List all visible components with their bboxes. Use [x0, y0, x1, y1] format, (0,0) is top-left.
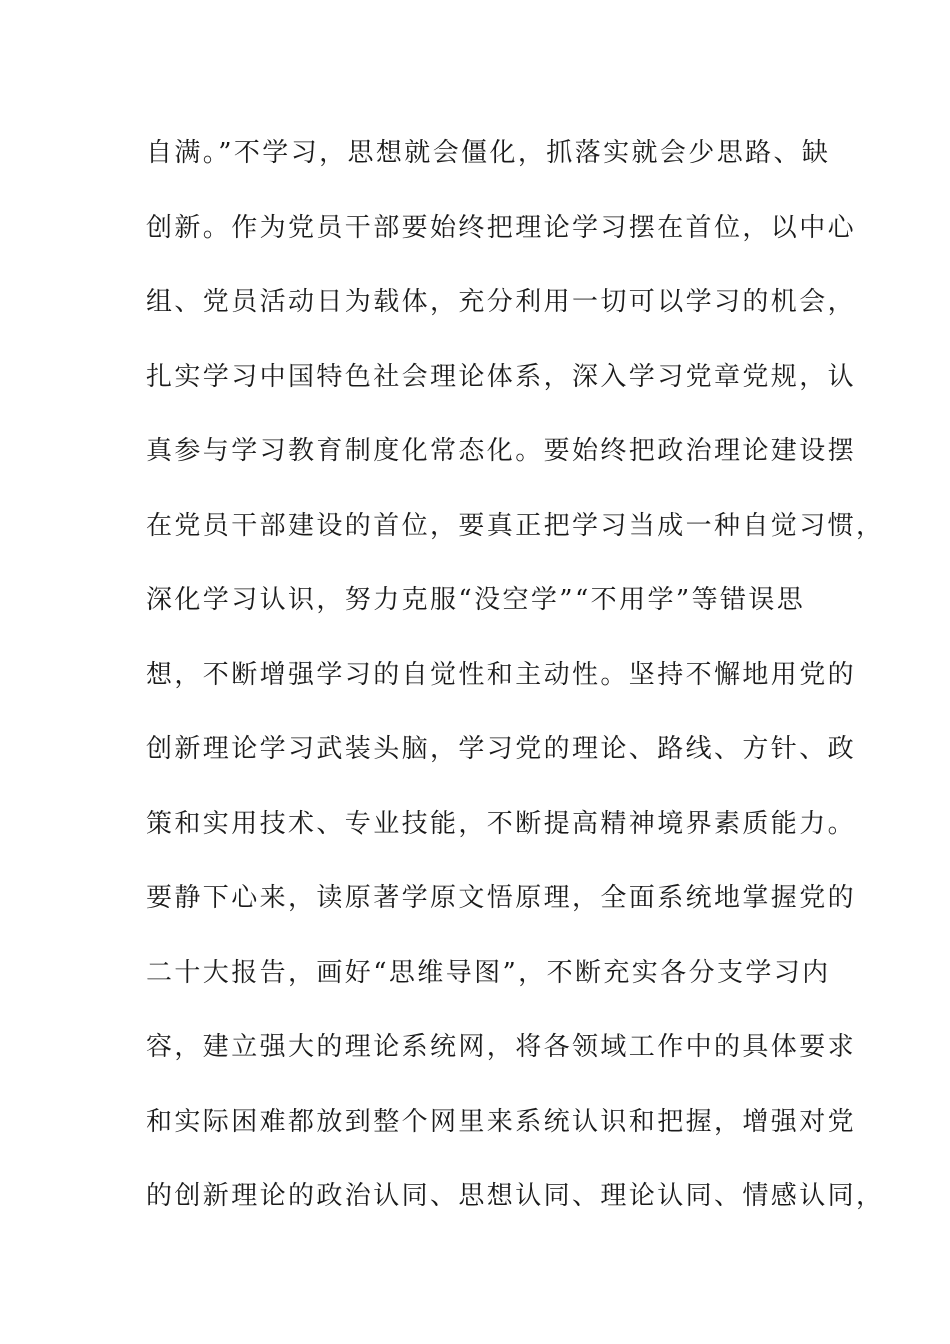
text-line: 要静下心来，读原著学原文悟原理，全面系统地掌握党的	[146, 883, 857, 913]
text-line: 创新。作为党员干部要始终把理论学习摆在首位，以中心	[146, 212, 857, 243]
text-line: 在党员干部建设的首位，要真正把学习当成一种自觉习惯，	[146, 510, 885, 541]
text-line: 的创新理论的政治认同、思想认同、理论认同、情感认同，	[146, 1181, 885, 1211]
text-line: 自满。”不学习，思想就会僵化，抓落实就会少思路、缺	[146, 138, 831, 168]
body-text	[146, 128, 885, 1246]
text-line: 策和实用技术、专业技能，不断提高精神境界素质能力。	[146, 808, 857, 839]
text-line: 二十大报告，画好“思维导图”，不断充实各分支学习内	[146, 957, 831, 988]
text-line: 和实际困难都放到整个网里来系统认识和把握，增强对党	[146, 1106, 857, 1137]
text-line: 扎实学习中国特色社会理论体系，深入学习党章党规，认	[146, 361, 857, 392]
text-line: 组、党员活动日为载体，充分利用一切可以学习的机会，	[146, 287, 857, 317]
text-line: 真参与学习教育制度化常态化。要始终把政治理论建设摆	[146, 436, 857, 466]
text-line: 想，不断增强学习的自觉性和主动性。坚持不懈地用党的	[146, 659, 857, 690]
text-line: 创新理论学习武装头脑，学习党的理论、路线、方针、政	[146, 734, 857, 764]
text-line: 深化学习认识，努力克服“没空学”“不用学”等错误思	[146, 585, 806, 615]
text-line: 容，建立强大的理论系统网，将各领域工作中的具体要求	[146, 1032, 857, 1062]
